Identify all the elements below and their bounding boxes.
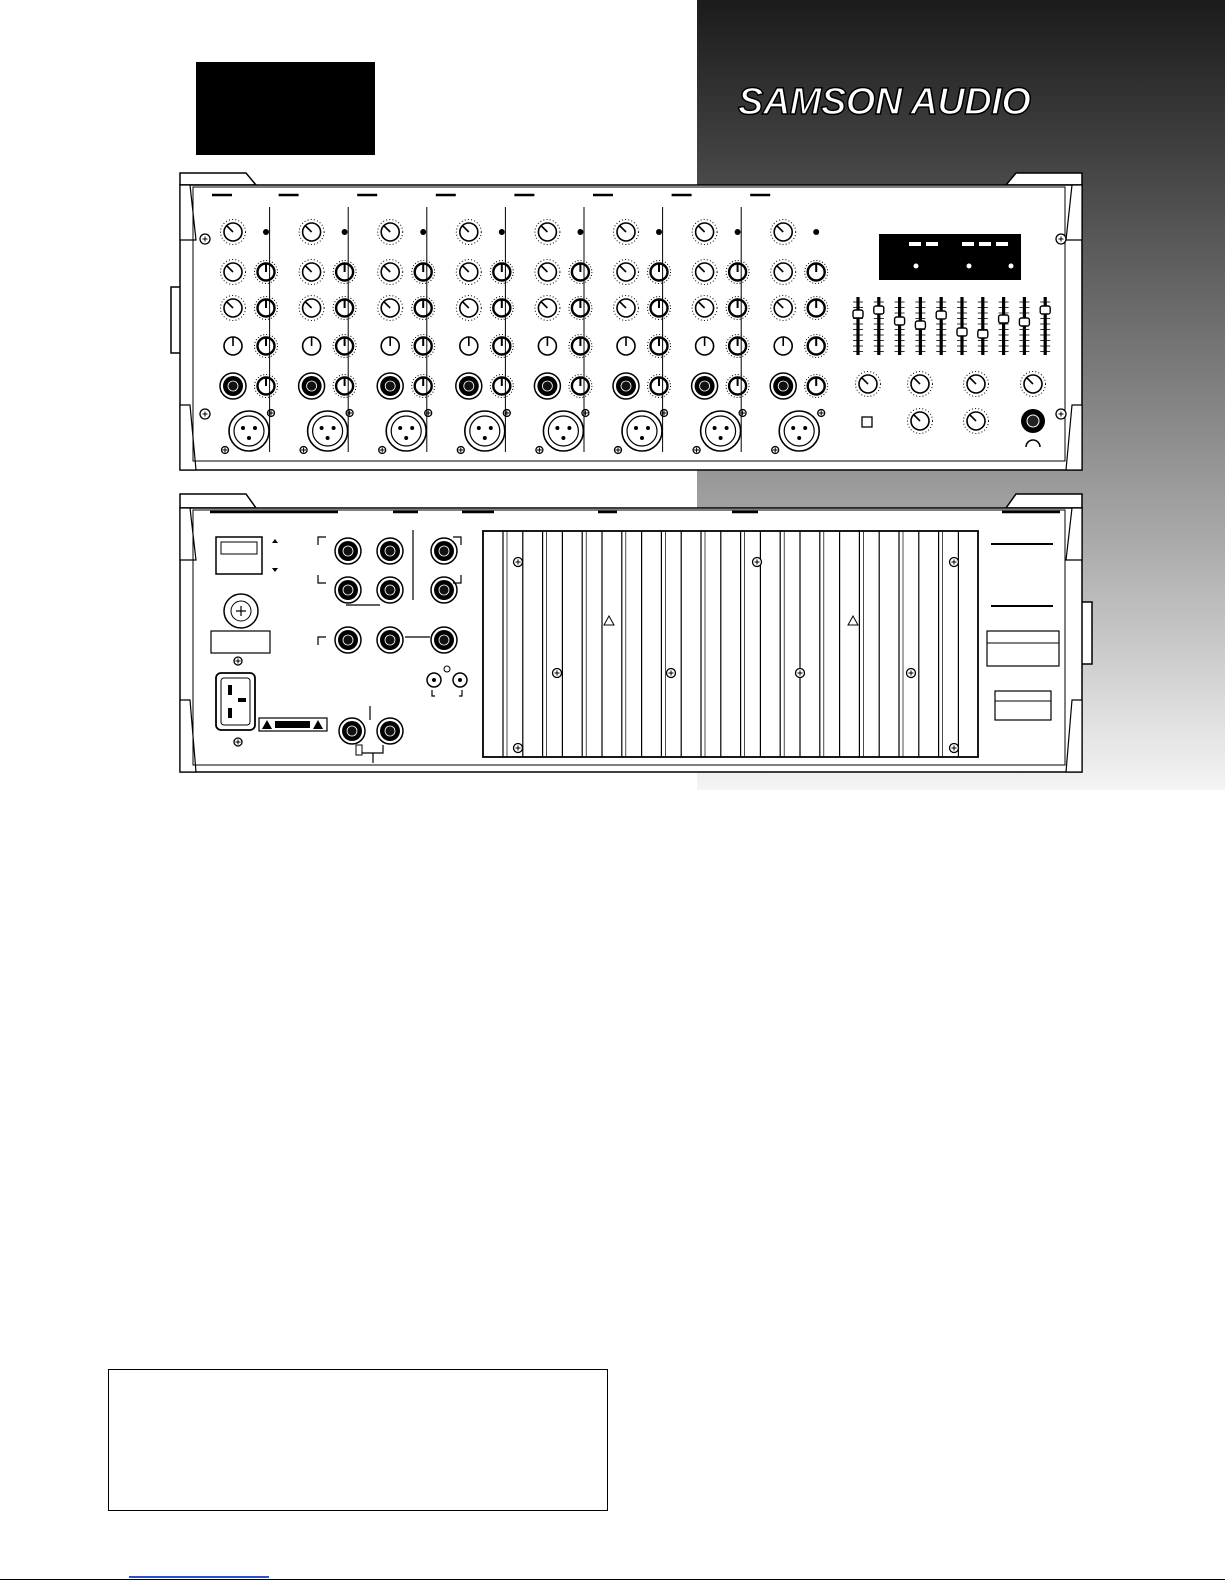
screw xyxy=(615,447,622,454)
screw xyxy=(950,744,959,753)
eq-knob[interactable] xyxy=(381,337,399,355)
rear-panel xyxy=(180,494,1092,772)
footer-link-underline[interactable] xyxy=(129,1576,269,1578)
screw xyxy=(457,447,464,454)
line-input-jack[interactable] xyxy=(770,373,796,399)
peak-led xyxy=(263,229,269,235)
screw xyxy=(772,447,779,454)
screw xyxy=(200,234,210,244)
quarter-inch-jack[interactable] xyxy=(335,577,361,603)
screw xyxy=(200,409,210,419)
screw xyxy=(1056,409,1066,419)
screw xyxy=(739,410,746,417)
note-box xyxy=(108,1369,608,1511)
peak-led xyxy=(342,229,348,235)
xlr-input[interactable] xyxy=(701,411,741,451)
screw xyxy=(503,410,510,417)
screw xyxy=(753,558,762,567)
line-input-jack[interactable] xyxy=(692,373,718,399)
screw xyxy=(514,744,523,753)
eq-knob[interactable] xyxy=(617,337,635,355)
eq-knob[interactable] xyxy=(224,337,242,355)
screw xyxy=(379,447,386,454)
xlr-input[interactable] xyxy=(308,411,348,451)
eq-knob[interactable] xyxy=(460,337,478,355)
peak-led xyxy=(420,229,426,235)
peak-led xyxy=(577,229,583,235)
screw xyxy=(661,410,668,417)
screw xyxy=(268,410,275,417)
quarter-inch-jack[interactable] xyxy=(377,538,403,564)
screw xyxy=(907,669,916,678)
screw xyxy=(346,410,353,417)
screw xyxy=(234,738,242,746)
screw xyxy=(582,410,589,417)
peak-led xyxy=(499,229,505,235)
screw xyxy=(818,410,825,417)
screw xyxy=(536,447,543,454)
screw xyxy=(553,669,562,678)
xlr-input[interactable] xyxy=(543,411,583,451)
screw xyxy=(300,447,307,454)
quarter-inch-jack[interactable] xyxy=(339,718,365,744)
line-input-jack[interactable] xyxy=(220,373,246,399)
screw xyxy=(1056,234,1066,244)
footer-rule xyxy=(0,1579,1225,1580)
meter-display xyxy=(879,234,1021,280)
quarter-inch-jack[interactable] xyxy=(377,718,403,744)
eq-knob[interactable] xyxy=(303,337,321,355)
screw xyxy=(222,447,229,454)
xlr-input[interactable] xyxy=(465,411,505,451)
power-led xyxy=(862,417,872,427)
front-panel xyxy=(171,173,1082,470)
line-input-jack[interactable] xyxy=(377,373,403,399)
xlr-input[interactable] xyxy=(622,411,662,451)
quarter-inch-jack[interactable] xyxy=(377,577,403,603)
screw xyxy=(425,410,432,417)
quarter-inch-jack[interactable] xyxy=(335,538,361,564)
screw xyxy=(796,669,805,678)
line-input-jack[interactable] xyxy=(299,373,325,399)
heatsink xyxy=(483,531,978,757)
quarter-inch-jack[interactable] xyxy=(431,538,457,564)
screw xyxy=(950,558,959,567)
quarter-inch-jack[interactable] xyxy=(377,627,403,653)
peak-led xyxy=(656,229,662,235)
screw xyxy=(514,558,523,567)
brand-logo-text: SAMSON AUDIO xyxy=(738,81,1031,122)
peak-led xyxy=(735,229,741,235)
eq-knob[interactable] xyxy=(774,337,792,355)
xlr-input[interactable] xyxy=(779,411,819,451)
quarter-inch-jack[interactable] xyxy=(431,627,457,653)
line-input-jack[interactable] xyxy=(456,373,482,399)
screw xyxy=(667,669,676,678)
quarter-inch-jack[interactable] xyxy=(431,577,457,603)
eq-knob[interactable] xyxy=(538,337,556,355)
eq-knob[interactable] xyxy=(696,337,714,355)
screw xyxy=(234,657,242,665)
xlr-input[interactable] xyxy=(386,411,426,451)
line-input-jack[interactable] xyxy=(613,373,639,399)
xlr-input[interactable] xyxy=(229,411,269,451)
screw xyxy=(693,447,700,454)
mixer-illustration xyxy=(0,0,1225,790)
quarter-inch-jack[interactable] xyxy=(335,627,361,653)
peak-led xyxy=(813,229,819,235)
line-input-jack[interactable] xyxy=(534,373,560,399)
